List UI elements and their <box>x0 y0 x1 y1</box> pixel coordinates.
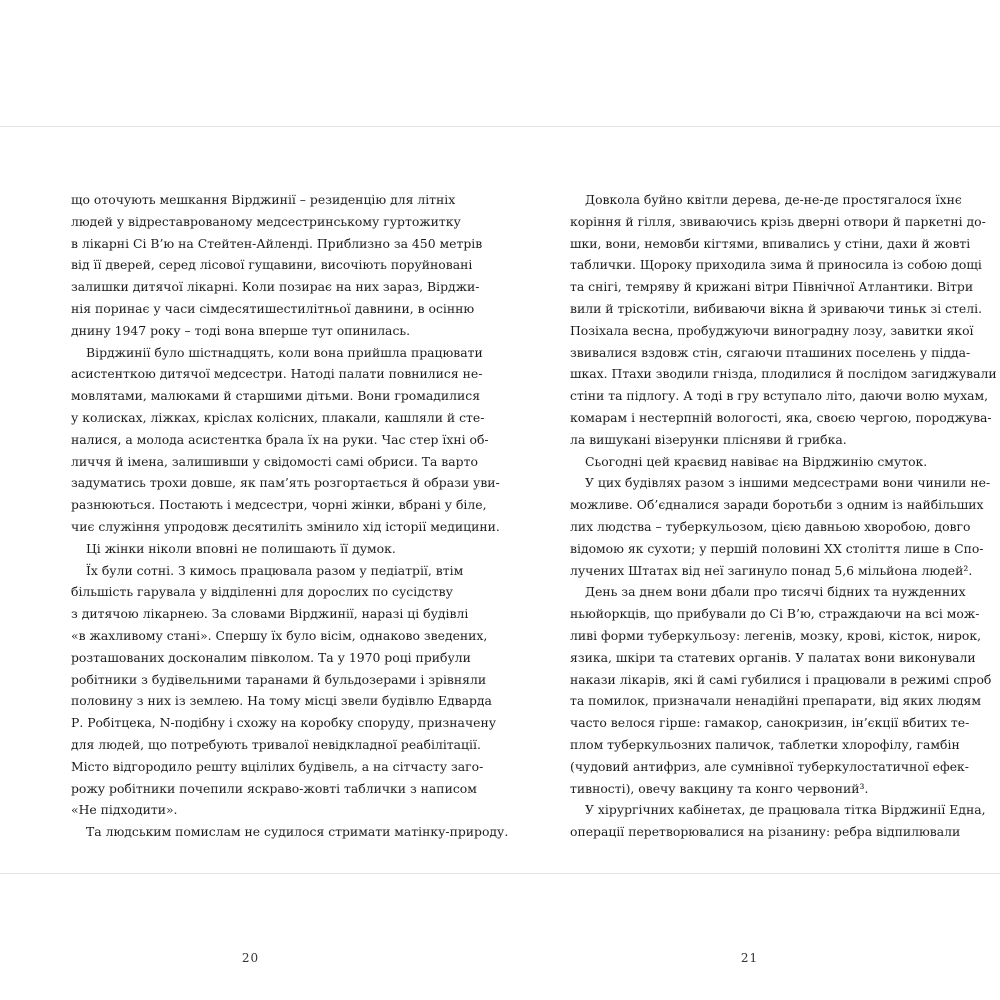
text-line: та снігі, темряву й крижані вітри Північної Атлантики. Вітри <box>570 279 974 295</box>
text-line: шках. Птахи зводили гнізда, плодилися й послідом загиджували <box>570 366 997 382</box>
text-line: часто велося гірше: гамакор, санокризин, ін’єкції вбитих те- <box>570 715 970 731</box>
text-line: для людей, що потребують тривалої невідкладної реабілітації. <box>71 736 481 752</box>
right-page <box>570 189 997 843</box>
text-line: Р. Робітцека, N-подібну і схожу на коробку споруду, призначену <box>71 715 497 731</box>
text-line: У цих будівлях разом з іншими медсестрами вони чинили не- <box>585 475 991 491</box>
text-line: мовлятами, малюками й старшими дітьми. Вони громадилися <box>71 388 481 404</box>
text-line: Сьогодні цей краєвид навіває на Вірджинію смуток. <box>585 453 928 469</box>
text-line: стіни та підлогу. А тоді в гру вступало літо, даючи волю мухам, <box>570 388 989 404</box>
text-line: Довкола буйно квітли дерева, де-не-де простягалося їхнє <box>585 192 962 207</box>
text-line: днину 1947 року – тоді вона вперше тут опинилась. <box>71 322 411 338</box>
text-line: чиє служіння упродовж десятиліть змінило хід історії медицини. <box>71 518 500 534</box>
text-line: відомою як сухоти; у першій половині XX століття лише в Спо- <box>570 540 984 556</box>
text-line: операції перетворювалися на різанину: ребра відпилювали <box>570 824 961 840</box>
text-line: у колисках, ліжках, кріслах колісних, плакали, кашляли й сте- <box>71 409 485 425</box>
text-line: залишки дитячої лікарні. Коли позирає на них зараз, Вірджи- <box>71 279 480 295</box>
text-line: та помилок, призначали ненадійні препарати, від яких людям <box>570 693 981 709</box>
text-line: Позіхала весна, пробуджуючи виноградну лозу, завитки якої <box>570 322 974 338</box>
text-line: розташованих досконалим півколом. Та у 1970 році прибули <box>71 649 471 665</box>
text-line: від її дверей, серед лісової гущавини, височіють поруйновані <box>71 257 473 273</box>
text-line: лучених Штатах від неї загинуло понад 5,6 мільйона людей². <box>570 562 973 578</box>
text-line: личчя й імена, залишивши у свідомості самі обриси. Та варто <box>71 453 478 469</box>
text-line: ньюйоркців, що прибували до Сі В’ю, страждаючи на всі мож- <box>570 606 980 622</box>
text-line: половину з них із землею. На тому місці звели будівлю Едварда <box>71 693 492 709</box>
text-line: комарам і нестерпній вологості, яка, своєю чергою, породжува- <box>570 409 992 425</box>
text-line: шки, вони, немовби кігтями, впивались у стіни, дахи й жовті <box>570 235 971 251</box>
text-line: плом туберкульозних паличок, таблетки хлорофілу, гамбін <box>570 736 960 752</box>
text-line: з дитячою лікарнею. За словами Вірджинії, наразі ці будівлі <box>71 606 469 622</box>
text-line: Ці жінки ніколи вповні не полишають її думок. <box>86 540 396 556</box>
text-line: задуматись трохи довше, як пам’ять розгортається й образи уви- <box>71 475 500 491</box>
text-line: можливе. Об’єдналися заради боротьби з одним із найбільших <box>570 497 984 513</box>
text-line: Місто відгородило решту вцілілих будівель, а на сітчасту заго- <box>71 758 484 774</box>
text-line: Їх були сотні. З кимось працювала разом у педіатрії, втім <box>86 562 464 578</box>
text-line: ливі форми туберкульозу: легенів, мозку, крові, кісток, нирок, <box>570 627 982 643</box>
text-line: язика, шкіри та статевих органів. У палатах вони виконували <box>570 649 976 665</box>
text-line: накази лікарів, які й самі губилися і працювали в режимі спроб <box>570 671 992 687</box>
text-line: людей у відреставрованому медсестринському гуртожитку <box>71 213 461 229</box>
text-line: День за днем вони дбали про тисячі бідних та нужденних <box>585 584 966 600</box>
text-line: разнюються. Постають і медсестри, чорні жінки, вбрані у біле, <box>71 497 487 513</box>
text-line: більшість гарувала у відділенні для дорослих по сусідству <box>71 584 453 600</box>
text-line: тивності), овечу вакцину та конго червоний³. <box>570 780 869 796</box>
book-spread <box>0 126 1000 965</box>
text-line: «Не підходити». <box>71 802 178 818</box>
text-line: налися, а молода асистентка брала їх на руки. Час стер їхні об- <box>71 431 489 447</box>
text-line: нія поринає у часи сімдесятишестилітньої давнини, в осінню <box>71 300 475 316</box>
text-line: що оточують мешкання Вірджинії – резиденцію для літніх <box>71 192 456 207</box>
text-line: Та людським помислам не судилося стримати матінку-природу. <box>86 824 509 840</box>
page-number-left: 20 <box>241 951 260 965</box>
text-line: У хірургічних кабінетах, де працювала тітка Вірджинії Една, <box>585 802 986 818</box>
text-line: рожу робітники почепили яскраво-жовті таблички з написом <box>71 780 477 796</box>
text-line: в лікарні Сі В’ю на Стейтен-Айленді. Приблизно за 450 метрів <box>71 235 483 251</box>
text-line: лих людства – туберкульозом, цією давньою хворобою, довго <box>570 518 971 534</box>
text-line: вили й тріскотіли, вибиваючи вікна й зриваючи тиньк зі стелі. <box>570 300 983 316</box>
text-line: асистенткою дитячої медсестри. Натоді палати повнилися не- <box>71 366 483 382</box>
text-line: таблички. Щороку приходила зима й приносила із собою дощі <box>570 257 982 273</box>
text-line: звивалися вздовж стін, сягаючи пташиних поселень у підда- <box>570 344 971 360</box>
text-line: (чудовий антифриз, але сумнівної туберкулостатичної ефек- <box>570 758 969 774</box>
left-page <box>71 189 509 843</box>
text-line: ла вишукані візерунки плісняви й грибка. <box>570 431 847 447</box>
text-line: Вірджинії було шістнадцять, коли вона прийшла працювати <box>86 344 483 360</box>
text-line: коріння й гілля, звиваючись крізь дверні отвори й паркетні до- <box>570 213 986 229</box>
text-line: «в жахливому стані». Спершу їх було вісім, однаково зведених, <box>71 627 488 643</box>
text-line: робітники з будівельними таранами й бульдозерами і зрівняли <box>71 671 487 687</box>
page-number-right: 21 <box>740 951 759 965</box>
